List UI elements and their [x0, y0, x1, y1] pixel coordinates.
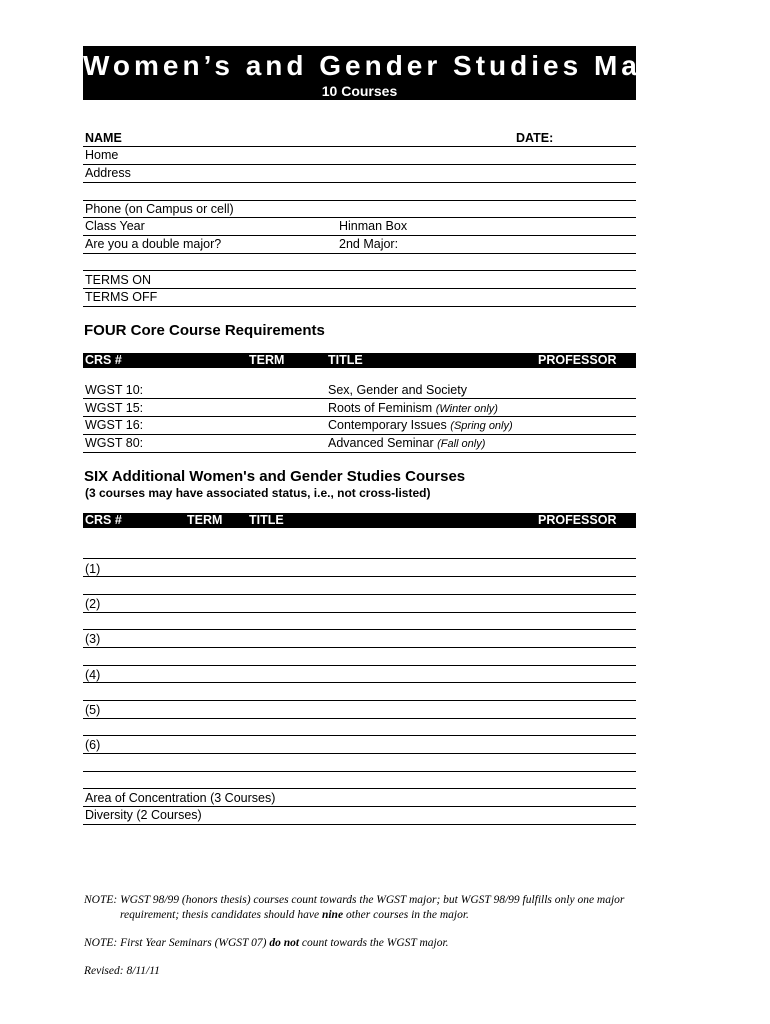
core-row-line[interactable]: [83, 452, 636, 453]
additional-row-label: (2): [85, 597, 101, 611]
term-note: (Spring only): [450, 420, 513, 432]
core-row-crs: WGST 15:: [85, 401, 144, 415]
core-row-crs: WGST 80:: [85, 436, 144, 450]
core-row-line[interactable]: [83, 434, 636, 435]
concentration-line[interactable]: [83, 806, 636, 807]
page-title: Women’s and Gender Studies Major: [83, 50, 689, 81]
terms-on-line[interactable]: [83, 288, 636, 289]
additional-line[interactable]: [83, 718, 636, 719]
diversity-label: Diversity (2 Courses): [85, 808, 202, 822]
double-major-label: Are you a double major?: [85, 237, 222, 251]
note-fys: NOTE: First Year Seminars (WGST 07) do not count towards the WGST major.: [84, 937, 449, 949]
term-note: (Fall only): [437, 438, 486, 450]
core-row-title: Advanced Seminar (Fall only): [328, 436, 486, 450]
additional-line[interactable]: [83, 612, 636, 613]
core-row-title: Contemporary Issues (Spring only): [328, 418, 513, 432]
core-table-header: [83, 353, 636, 368]
hinman-box-label: Hinman Box: [339, 219, 408, 233]
terms-off-line[interactable]: [83, 306, 636, 307]
revised-date: Revised: 8/11/11: [84, 965, 160, 977]
core-col-crs: CRS #: [85, 353, 122, 367]
core-row-line[interactable]: [83, 398, 636, 399]
additional-line[interactable]: [83, 594, 636, 595]
additional-line[interactable]: [83, 753, 636, 754]
additional-row-label: (3): [85, 632, 101, 646]
class-year-label: Class Year: [85, 219, 145, 233]
additional-row-label: (1): [85, 562, 101, 576]
class-year-line[interactable]: [83, 235, 636, 236]
address-line[interactable]: [83, 182, 636, 183]
additional-heading: SIX Additional Women's and Gender Studies Courses: [84, 468, 466, 485]
core-row-crs: WGST 10:: [85, 383, 144, 397]
address-line-2[interactable]: [83, 200, 636, 201]
term-note: (Winter only): [435, 403, 498, 415]
additional-table-header: [83, 513, 636, 528]
additional-line[interactable]: [83, 576, 636, 577]
diversity-line[interactable]: [83, 824, 636, 825]
note-honors-line1: NOTE: WGST 98/99 (honors thesis) courses count towards the WGST major; but WGST 98/99 fulfills only one major: [84, 894, 625, 906]
address-label: Address: [85, 166, 131, 180]
second-major-label: 2nd Major:: [339, 237, 399, 251]
date-label: DATE:: [516, 131, 554, 145]
additional-line[interactable]: [83, 665, 636, 666]
name-line[interactable]: [83, 146, 636, 147]
additional-line[interactable]: [83, 735, 636, 736]
core-col-professor: PROFESSOR: [538, 353, 617, 367]
core-col-term: TERM: [249, 353, 285, 367]
additional-line[interactable]: [83, 647, 636, 648]
additional-col-professor: PROFESSOR: [538, 513, 617, 527]
additional-line[interactable]: [83, 700, 636, 701]
core-col-title: TITLE: [328, 353, 363, 367]
name-label: NAME: [85, 131, 122, 145]
phone-label: Phone (on Campus or cell): [85, 202, 234, 216]
additional-line[interactable]: [83, 629, 636, 630]
page-subtitle: 10 Courses: [321, 83, 398, 99]
note-honors-line2: requirement; thesis candidates should have nine other courses in the major.: [120, 909, 469, 921]
terms-on-label: TERMS ON: [85, 273, 151, 287]
core-row-crs: WGST 16:: [85, 418, 144, 432]
concentration-label: Area of Concentration (3 Courses): [85, 791, 276, 805]
additional-row-label: (6): [85, 738, 101, 752]
additional-subheading: (3 courses may have associated status, i.e., not cross-listed): [85, 486, 431, 500]
home-line[interactable]: [83, 164, 636, 165]
title-banner: [83, 46, 689, 100]
phone-line[interactable]: [83, 217, 636, 218]
additional-col-term: TERM: [187, 513, 223, 527]
core-heading: FOUR Core Course Requirements: [84, 322, 325, 339]
core-row-title: Sex, Gender and Society: [328, 383, 467, 397]
additional-line[interactable]: [83, 558, 636, 559]
additional-row-label: (4): [85, 668, 101, 682]
additional-col-crs: CRS #: [85, 513, 122, 527]
concentration-top-line: [83, 788, 636, 789]
core-row-title: Roots of Feminism (Winter only): [328, 401, 498, 415]
additional-col-title: TITLE: [249, 513, 284, 527]
additional-line[interactable]: [83, 682, 636, 683]
additional-row-label: (5): [85, 703, 101, 717]
home-label: Home: [85, 148, 119, 162]
terms-off-label: TERMS OFF: [85, 290, 158, 304]
additional-line[interactable]: [83, 771, 636, 772]
spacer-line: [83, 270, 636, 271]
double-major-line[interactable]: [83, 253, 636, 254]
core-row-line[interactable]: [83, 416, 636, 417]
